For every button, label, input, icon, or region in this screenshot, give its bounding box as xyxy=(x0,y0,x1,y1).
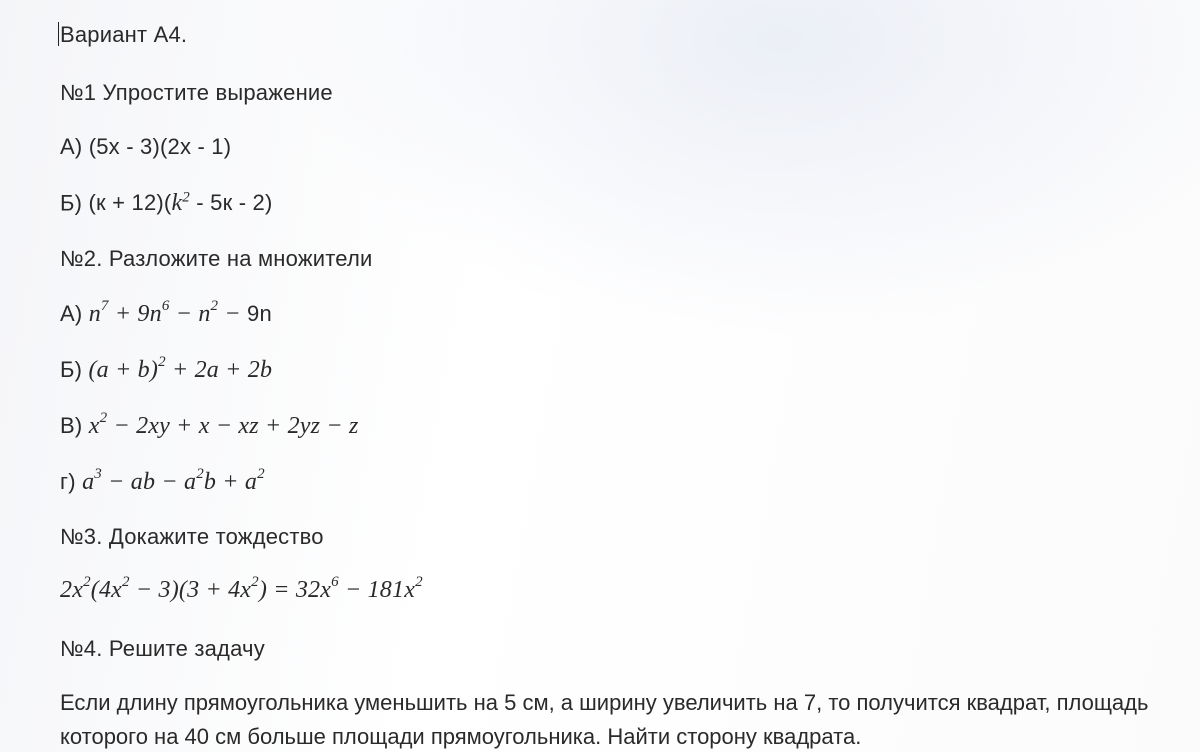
task2-d-expression: $a^3$ − ab − $a^2b + a^2$ xyxy=(82,466,265,495)
task1-b-label: Б) xyxy=(60,190,83,216)
task2-c-expression: $x^2 - 2xy + x$ − xz + 2yz − z xyxy=(88,410,359,439)
task4-heading: №4. Решите задачу xyxy=(60,636,265,661)
text-cursor xyxy=(58,22,59,46)
task2-item-d xyxy=(60,468,265,496)
task2-a-expression: $n^7 + 9n^6 - n^2$ − xyxy=(88,298,248,327)
task1-b-expression: $(к + 12)(k^2 - 5к - 2)$ xyxy=(88,190,273,217)
task2-b-label: Б) xyxy=(60,357,83,382)
task3-identity xyxy=(60,576,423,604)
variant-title: Вариант А4. xyxy=(60,22,188,47)
task2-b-expression: $(a + b)^2 + 2a + 2b$ xyxy=(88,354,273,383)
task1-a-expression: (5x - 3)(2x - 1) xyxy=(88,134,232,159)
task2-a-label: А) xyxy=(60,301,83,326)
task3-expression: $2x^2(4x^2 - 3)(3 + 4x^2) = 32x^6 - 181x^2$ xyxy=(60,574,423,603)
task1-heading: №1 Упростите выражение xyxy=(60,80,333,105)
task2-item-a: А) $n^7 + 9n^6 - n^2 - 9n$ xyxy=(60,298,272,327)
task1-item-a xyxy=(60,134,231,160)
task2-heading: №2. Разложите на множители xyxy=(60,246,373,271)
task4-text: Если длину прямоугольника уменьшить на 5 см, а ширину увеличить на 7, то получится квадрат, площадь которого на 40 см больше площади прямоугольника. Найти сторону квадрата. xyxy=(60,690,1149,749)
task2-d-label: г) xyxy=(60,469,76,494)
task2-c-label: В) xyxy=(60,413,83,438)
task1-item-b xyxy=(60,190,273,217)
task1-a-label: А) xyxy=(60,134,83,159)
task2-item-c xyxy=(60,412,359,440)
task3-heading: №3. Докажите тождество xyxy=(60,524,324,549)
task2-item-b xyxy=(60,356,272,384)
